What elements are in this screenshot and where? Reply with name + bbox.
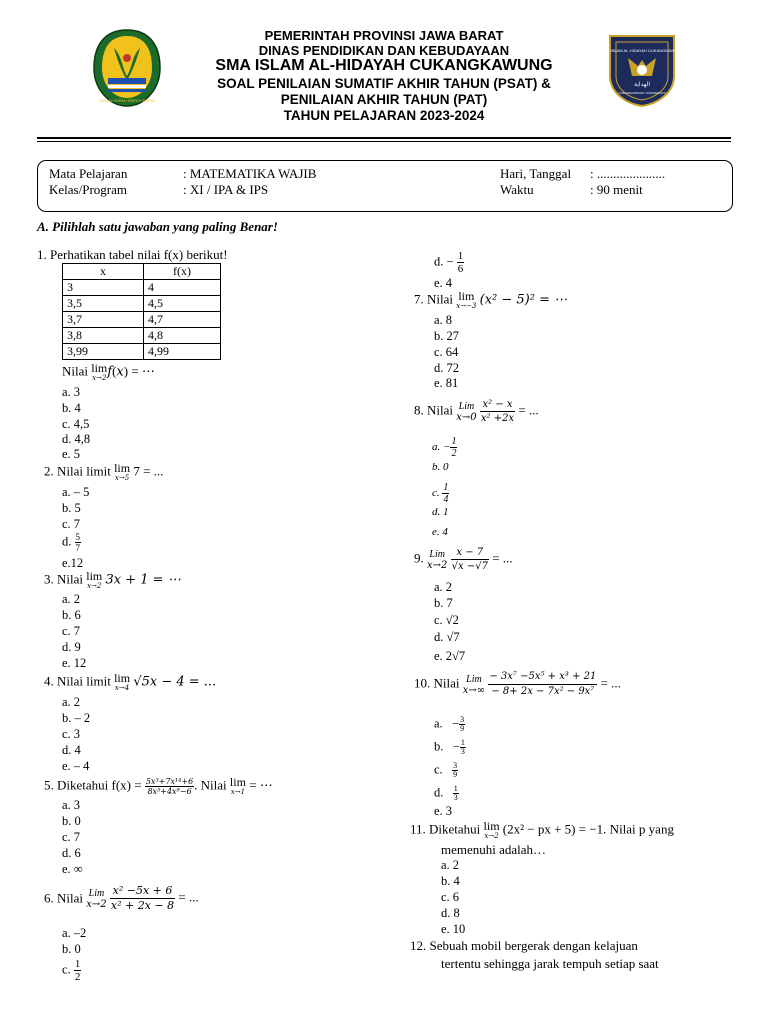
q8-option-b[interactable]: b. 0 (432, 461, 449, 473)
function-fraction: $\frac{\text{5x³+7x¹⁴+6}}{\text{8x⁵+4x⁹−6}}$ (145, 777, 194, 796)
q4-option-a[interactable]: a. 2 (62, 695, 81, 709)
table-cell: 3,8 (63, 328, 144, 344)
question-text: 8. Nilai (414, 402, 453, 418)
option-label: c. (432, 487, 440, 500)
header-exam-subtitle: PENILAIAN AKHIR TAHUN (PAT) (280, 92, 488, 107)
q2-option-c[interactable]: c. 7 (62, 517, 81, 531)
option-label: d. (434, 785, 444, 800)
question-tail: (2x² − px + 5) = −1. Nilai p yang (502, 821, 674, 837)
limit-expression: Lim x→2 (427, 549, 448, 571)
question-tail: = ... (518, 402, 539, 418)
q8-option-c[interactable] (432, 482, 449, 505)
q6-option-d[interactable]: d. − $\frac{1}{6}$ (434, 250, 464, 275)
limit-fraction: $\frac{x - 7}{√x -√7}$ (451, 547, 488, 572)
q3-option-b[interactable]: b. 6 (62, 608, 81, 622)
question-10 (414, 670, 621, 699)
q9-option-b[interactable]: b. 7 (434, 596, 453, 610)
question-2 (44, 462, 163, 483)
question-text: 5. Diketahui f(x) = (44, 777, 142, 793)
question-text: 10. Nilai (414, 675, 460, 691)
q9-option-a[interactable]: a. 2 (434, 580, 453, 594)
fraction-1-3: $\frac{1}{3}$ (460, 738, 465, 756)
header-exam-title: SOAL PENILAIAN SUMATIF AKHIR TAHUN (PSAT) & (217, 76, 551, 91)
question-tail: 3x + 1 = ⋯ (105, 572, 181, 588)
header-divider (37, 137, 731, 139)
subject-label: Mata Pelajaran (49, 166, 128, 181)
question-text: 3. Nilai (44, 571, 83, 587)
q9-option-e[interactable]: e. 2√7 (434, 649, 466, 663)
question-tail: . Nilai (194, 777, 227, 793)
table-header-x: x (63, 264, 144, 280)
fraction-1-2: $\frac{1}{2}$ (74, 958, 81, 983)
q7-option-c[interactable]: c. 64 (434, 345, 459, 359)
q11-option-e[interactable]: e. 10 (441, 922, 466, 936)
question-text: 7. Nilai (414, 291, 453, 307)
q10-option-c[interactable] (434, 762, 458, 779)
option-label: d. (434, 254, 444, 269)
q2-option-a[interactable]: a. – 5 (62, 485, 90, 499)
q10-option-e[interactable]: e. 3 (434, 804, 453, 818)
q1-option-a[interactable]: a. 3 (62, 385, 81, 399)
q10-option-d[interactable] (434, 785, 459, 802)
limit-expression: Lim x→2 (86, 888, 107, 910)
question-tail: (x² − 5)² = ⋯ (479, 292, 568, 308)
header-government: PEMERINTAH PROVINSI JAWA BARAT (264, 28, 504, 43)
question-6: 6. Nilai Lim x→2 $\frac{\text{x² −5x + 6}}{\text{x² + 2x − 8}}$ = ... (44, 884, 199, 912)
fraction-1-6: $\frac{1}{6}$ (457, 250, 464, 275)
q4-option-b[interactable]: b. – 2 (62, 711, 91, 725)
q3-option-e[interactable]: e. 12 (62, 656, 87, 670)
table-row (63, 344, 221, 360)
question-8 (414, 398, 539, 425)
question-1-prompt: Nilai lim x→2 f(x) = ⋯ (62, 361, 155, 382)
q6-option-c[interactable] (62, 958, 81, 983)
question-9 (414, 546, 513, 573)
option-label: b. (434, 739, 444, 754)
q4-option-e[interactable]: e. – 4 (62, 759, 90, 773)
header-school-year: TAHUN PELAJARAN 2023-2024 (283, 108, 485, 123)
option-label: d. (62, 534, 72, 549)
question-7 (414, 290, 567, 311)
option-label: c. (62, 962, 71, 977)
table-cell: 4,5 (144, 296, 221, 312)
q11-option-d[interactable]: d. 8 (441, 906, 460, 920)
limit-fraction: $\frac{\text{x² − x}}{\text{x² +2x}}$ (480, 399, 515, 424)
section-title: A. Pilihlah satu jawaban yang paling Benar! (37, 219, 278, 234)
q7-option-d[interactable]: d. 72 (434, 361, 459, 375)
q1-option-c[interactable]: c. 4,5 (62, 417, 90, 431)
table-cell: 3,5 (63, 296, 144, 312)
limit-expression: lim x→2 (483, 819, 500, 840)
q9-option-c[interactable]: c. √2 (434, 613, 459, 627)
table-header-fx: f(x) (144, 264, 221, 280)
question-tail: √5x − 4 = ... (133, 674, 217, 690)
header-divider-thin (37, 141, 731, 142)
q10-option-a[interactable]: a. − $\frac{3}{9}$ (434, 715, 465, 733)
fraction-1-4: $\frac{1}{4}$ (443, 482, 449, 505)
question-tail: = ... (600, 675, 621, 691)
option-label: c. (434, 762, 443, 777)
question-text: 2. Nilai limit (44, 463, 111, 479)
question-text: 11. Diketahui (410, 821, 481, 837)
table-cell: 4 (144, 280, 221, 296)
q6-option-b[interactable]: b. 0 (62, 942, 81, 956)
header-department: DINAS PENDIDIKAN DAN KEBUDAYAAN (258, 43, 510, 58)
limit-expression: lim x→4 (114, 671, 131, 692)
question-text: 6. Nilai (44, 890, 83, 906)
header-school-name: SMA ISLAM AL-HIDAYAH CUKANGKAWUNG (215, 57, 553, 74)
fraction-3-9: $\frac{3}{9}$ (460, 715, 465, 733)
table-row (63, 328, 221, 344)
svg-text:SMA ISLAM AL-HIDAYAH CUKANGKAW: SMA ISLAM AL-HIDAYAH CUKANGKAWUNG (601, 48, 683, 53)
limit-fraction: $\frac{\text{− 3x⁷ −5x⁵ + x³ + 21}}{\text{− 8+ 2x − 7x² − 9x⁷}}$ (489, 671, 597, 697)
q7-option-e[interactable]: e. 81 (434, 376, 459, 390)
q6-option-e[interactable]: e. 4 (434, 276, 453, 290)
question-5: 5. Diketahui f(x) = $\frac{\text{5x³+7x¹⁴+6}}{\text{8x⁵+4x⁹−6}}$ . Nilai lim x→1 = ⋯ (44, 775, 273, 796)
question-tail: = ... (492, 550, 513, 566)
limit-expression: lim x→2 (86, 569, 103, 590)
q5-option-e[interactable]: e. ∞ (62, 862, 83, 876)
q5-option-c[interactable]: c. 7 (62, 830, 81, 844)
table-cell: 3,7 (63, 312, 144, 328)
fraction-5-7: $\frac{5}{7}$ (75, 532, 80, 553)
q3-option-c[interactable]: c. 7 (62, 624, 81, 638)
time-label: Waktu (500, 182, 534, 197)
q10-option-b[interactable]: b. − $\frac{1}{3}$ (434, 738, 465, 756)
table-cell: 4,8 (144, 328, 221, 344)
table-cell: 4,99 (144, 344, 221, 360)
q2-option-d[interactable] (62, 532, 81, 553)
q1-option-d[interactable]: d. 4,8 (62, 432, 91, 446)
q3-option-d[interactable]: d. 9 (62, 640, 81, 654)
prompt-text: Nilai (62, 363, 88, 379)
question-tail: 7 = ... (133, 463, 164, 479)
fraction-1-3: $\frac{1}{3}$ (453, 784, 458, 802)
q11-option-b[interactable]: b. 4 (441, 874, 460, 888)
fraction-1-2: $\frac{1}{2}$ (451, 436, 457, 459)
question-11-line2: memenuhi adalah… (441, 842, 547, 857)
q8-option-e[interactable]: e. 4 (432, 526, 448, 538)
subject-value: : MATEMATIKA WAJIB (183, 166, 317, 181)
svg-text:GEMAH RIPAH REPEH RAPIH: GEMAH RIPAH REPEH RAPIH (99, 98, 155, 103)
q6-option-a[interactable]: a. –2 (62, 926, 87, 940)
question-text: 4. Nilai limit (44, 673, 111, 689)
question-3 (44, 570, 181, 591)
time-value: : 90 menit (590, 182, 643, 197)
table-cell: 3 (63, 280, 144, 296)
q9-option-d[interactable]: d. √7 (434, 630, 460, 644)
question-text: 9. (414, 550, 424, 566)
table-row (63, 280, 221, 296)
q2-option-b[interactable]: b. 5 (62, 501, 81, 515)
q5-option-b[interactable]: b. 0 (62, 814, 81, 828)
limit-fraction: $\frac{\text{x² −5x + 6}}{\text{x² + 2x − 8}}$ (110, 884, 175, 912)
q1-option-b[interactable]: b. 4 (62, 401, 81, 415)
limit-expression: lim x→1 (229, 775, 246, 796)
q7-option-a[interactable]: a. 8 (434, 313, 453, 327)
limit-expression: Lim x→∞ (462, 674, 486, 696)
svg-text:CUKANGKAWUNG TASIKMALAYA: CUKANGKAWUNG TASIKMALAYA (618, 91, 666, 95)
q8-option-d[interactable]: d. 1 (432, 506, 449, 518)
question-12-line2: tertentu sehingga jarak tempuh setiap saat (441, 956, 659, 971)
q2-option-e[interactable]: e.12 (62, 556, 84, 570)
option-label: a. (434, 716, 443, 731)
svg-text:الهداية: الهداية (634, 81, 650, 88)
question-11 (410, 820, 674, 841)
question-4 (44, 672, 216, 693)
question-1: 1. Perhatikan tabel nilai f(x) berikut! (37, 247, 228, 262)
limit-expression: lim x→−3 (456, 289, 477, 310)
option-label: a. (432, 441, 441, 454)
table-cell: 3,99 (63, 344, 144, 360)
q8-option-a[interactable]: a. − $\frac{1}{2}$ (432, 436, 457, 459)
class-label: Kelas/Program (49, 182, 127, 197)
limit-expression: Lim x→0 (456, 401, 477, 423)
q7-option-b[interactable]: b. 27 (434, 329, 459, 343)
table-row (63, 296, 221, 312)
fraction-3-9: $\frac{3}{9}$ (453, 761, 458, 779)
question-12: 12. Sebuah mobil bergerak dengan kelajuan (410, 938, 638, 953)
q3-option-a[interactable]: a. 2 (62, 592, 81, 606)
date-value: : ..................... (590, 166, 666, 181)
table-row (63, 312, 221, 328)
table-cell: 4,7 (144, 312, 221, 328)
q5-option-d[interactable]: d. 6 (62, 846, 81, 860)
limit-expression: lim x→5 (114, 461, 131, 482)
fx-table (62, 263, 221, 360)
class-value: : XI / IPA & IPS (183, 182, 269, 197)
date-label: Hari, Tanggal (500, 166, 572, 181)
limit-expression: lim x→2 (91, 361, 108, 382)
q1-option-e[interactable]: e. 5 (62, 447, 81, 461)
q5-option-a[interactable]: a. 3 (62, 798, 81, 812)
q4-option-d[interactable]: d. 4 (62, 743, 81, 757)
q11-option-c[interactable]: c. 6 (441, 890, 460, 904)
q4-option-c[interactable]: c. 3 (62, 727, 81, 741)
q11-option-a[interactable]: a. 2 (441, 858, 460, 872)
